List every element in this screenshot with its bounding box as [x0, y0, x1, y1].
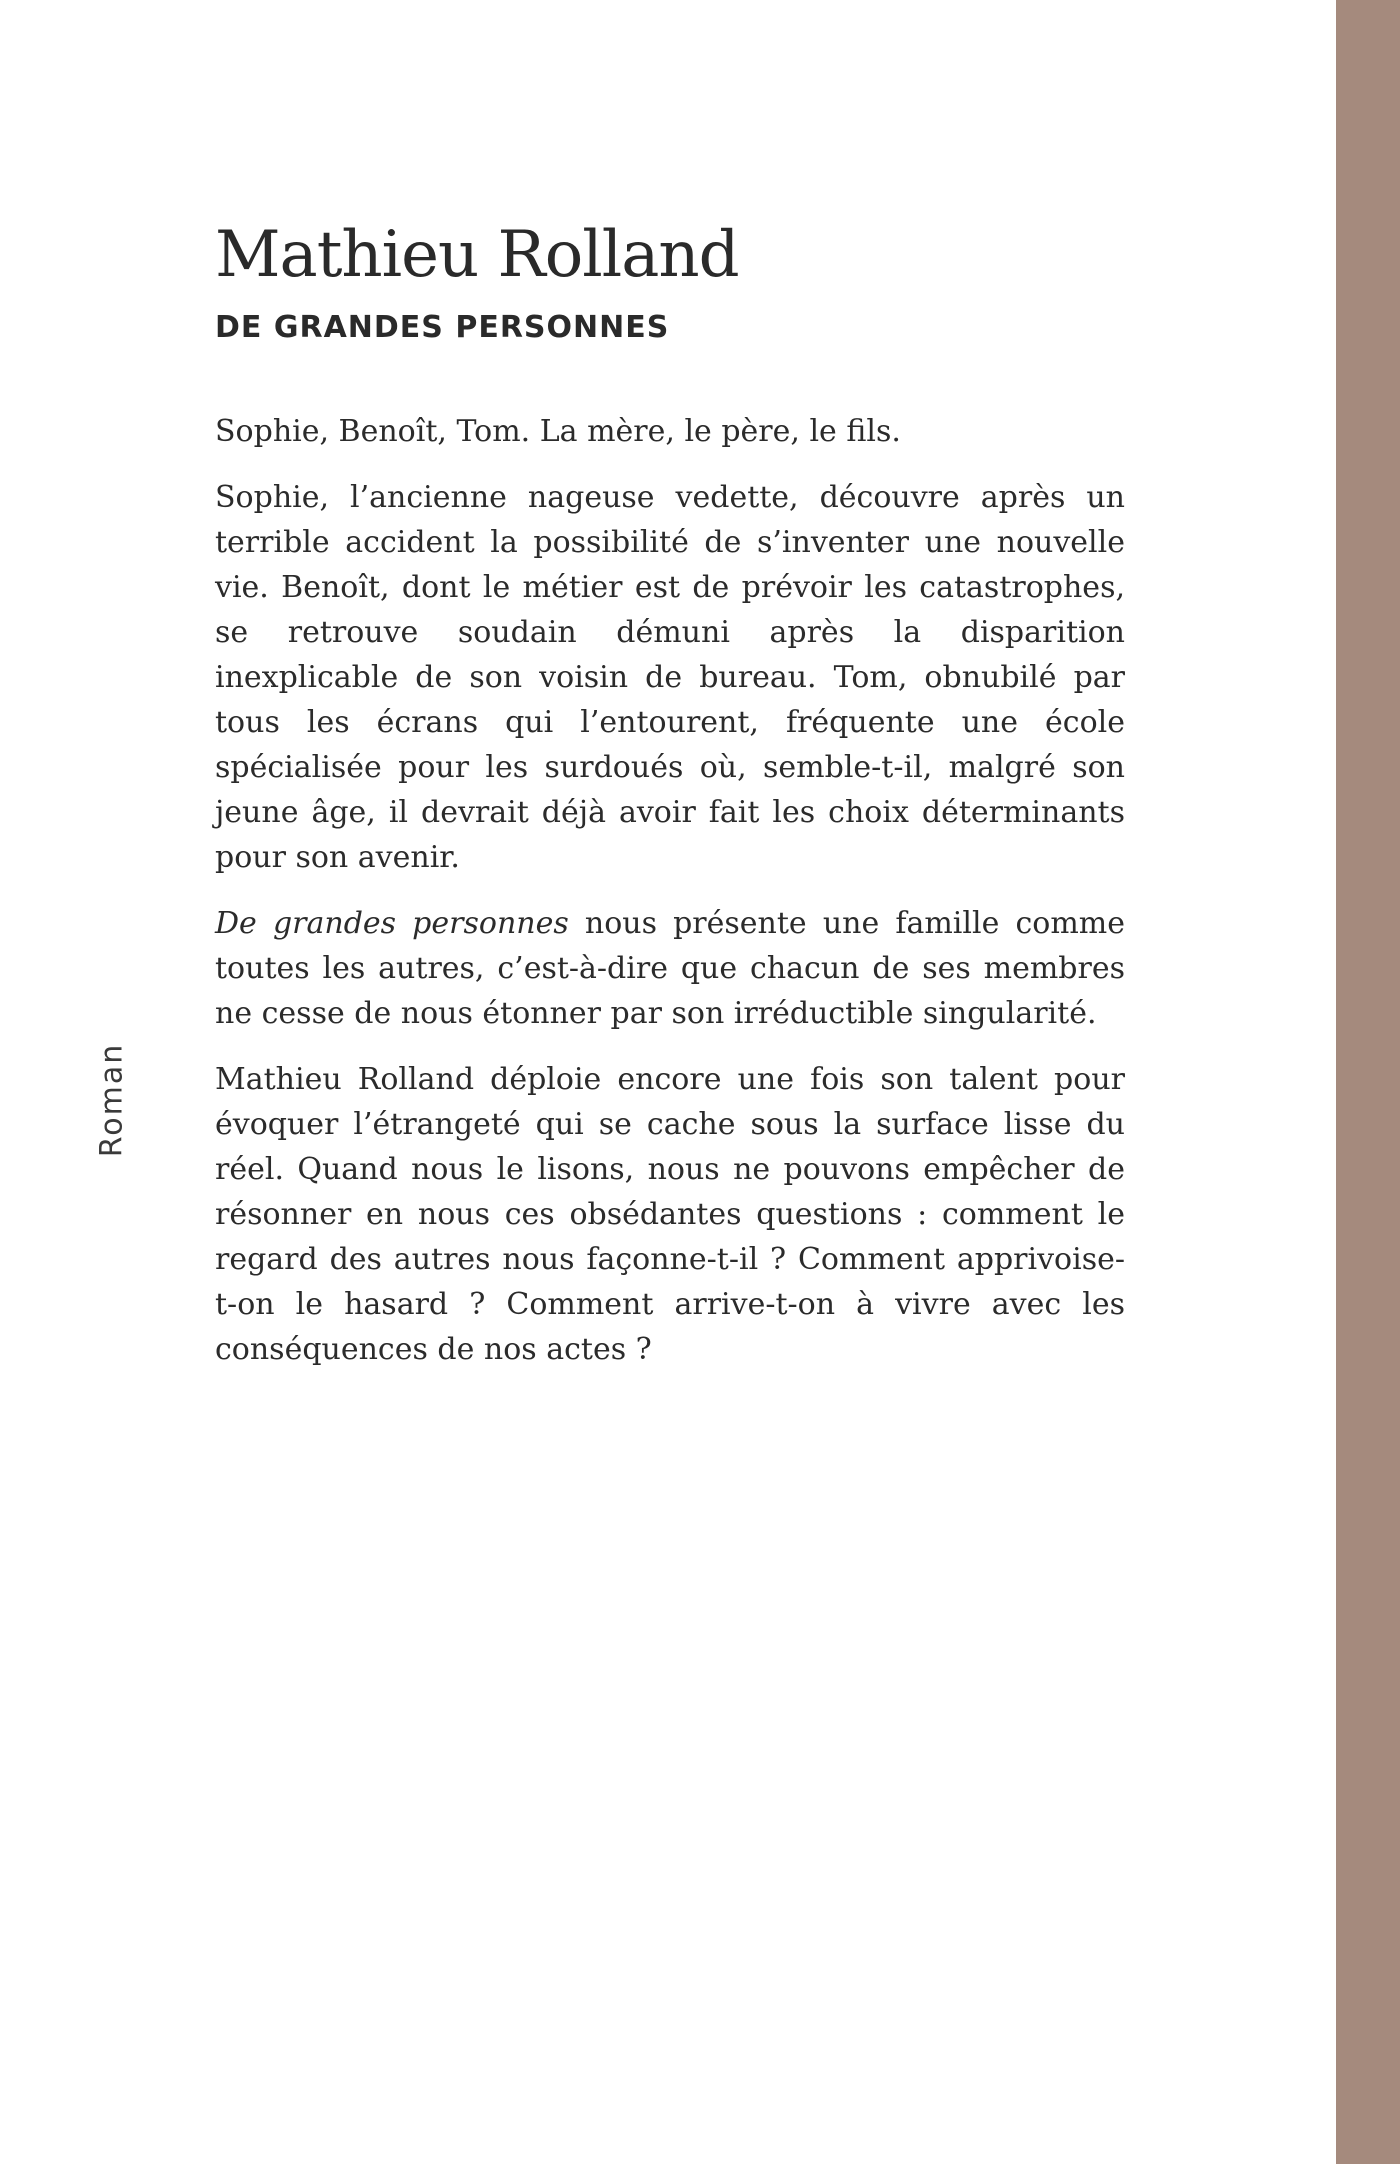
author-name: Mathieu Rolland	[215, 218, 739, 292]
blurb	[215, 409, 1125, 1372]
blurb-paragraph-2: Sophie, l’ancienne nageuse vedette, découvre après un terrible accident la possibilité de s’inventer une nouvelle vie. Benoît, dont le métier est de prévoir les catastrophes, se retrouve soudain démuni après la disparition inexplicable de son voisin de bureau. Tom, obnubilé par tous les écrans qui l’entourent, fréquente une école spécialisée pour les surdoués où, semble-t-il, malgré son jeune âge, il devrait déjà avoir fait les choix déterminants pour son avenir.	[215, 480, 1125, 876]
spine-color-band	[1336, 0, 1400, 2164]
book-title: DE GRANDES PERSONNES	[215, 310, 670, 346]
genre-label: Roman	[94, 1042, 130, 1158]
back-cover-content	[215, 220, 1125, 1372]
blurb-paragraph-4: Mathieu Rolland déploie encore une fois son talent pour évoquer l’étrangeté qui se cache sous la surface lisse du réel. Quand nous le lisons, nous ne pouvons empêcher de résonner en nous ces obsédantes questions : comment le regard des autres nous façonne-t-il ? Comment apprivoise-t-on le hasard ? Comment arrive-t-on à vivre avec les conséquences de nos actes ?	[215, 1062, 1125, 1368]
blurb-paragraph-3	[215, 901, 1125, 1036]
blurb-paragraph-3-text: nous présente une famille comme toutes les autres, c’est-à-dire que chacun de ses membres ne cesse de nous étonner par son irréductible singularité.	[215, 906, 1125, 1032]
blurb-title-italic: De grandes personnes	[215, 906, 569, 942]
blurb-paragraph-1: Sophie, Benoît, Tom. La mère, le père, le fils.	[215, 414, 901, 450]
